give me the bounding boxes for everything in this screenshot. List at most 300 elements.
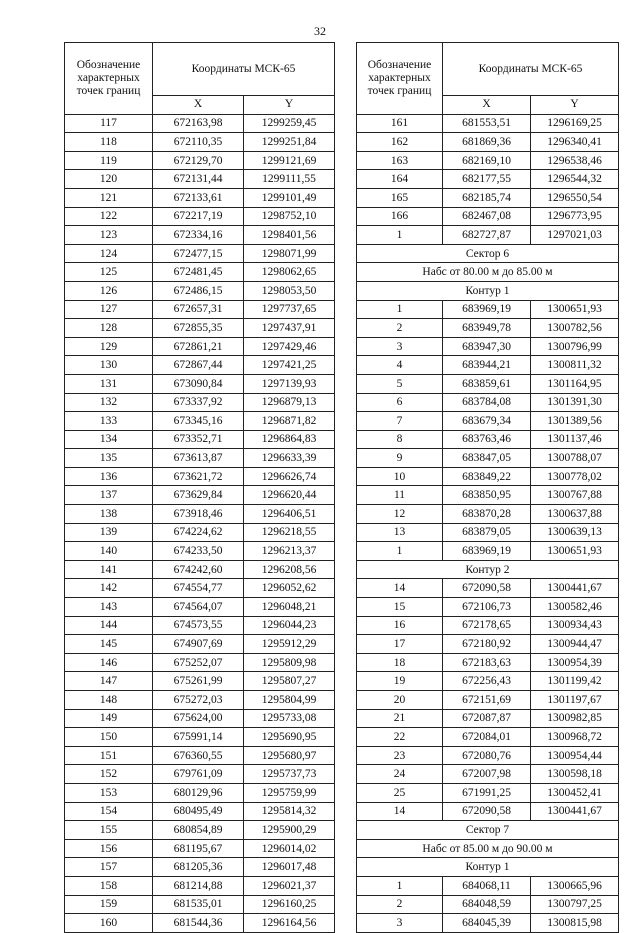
table-row <box>65 300 335 319</box>
coordinates-header: Координаты МСК-65 <box>443 43 619 96</box>
y-coordinate-cell: 1300651,93 <box>531 300 619 319</box>
x-coordinate-cell: 672486,15 <box>153 281 244 300</box>
x-coordinate-cell: 681205,36 <box>153 858 244 877</box>
point-cell: 133 <box>65 412 153 431</box>
x-coordinate-cell: 683947,30 <box>443 337 531 356</box>
y-coordinate-cell: 1296406,51 <box>244 505 335 524</box>
x-coordinate-cell: 672334,16 <box>153 226 244 245</box>
y-coordinate-cell: 1298071,99 <box>244 244 335 263</box>
table-row <box>65 765 335 784</box>
point-cell: 160 <box>65 914 153 933</box>
table-row <box>357 467 619 486</box>
point-cell: 149 <box>65 709 153 728</box>
table-row <box>65 393 335 412</box>
y-coordinate-cell: 1295900,29 <box>244 821 335 840</box>
table-row <box>357 653 619 672</box>
table-row <box>357 523 619 542</box>
y-coordinate-cell: 1295804,99 <box>244 691 335 710</box>
y-coordinate-cell: 1296773,95 <box>531 207 619 226</box>
x-coordinate-cell: 672861,21 <box>153 337 244 356</box>
section-label-row <box>357 839 619 858</box>
section-label-row <box>357 560 619 579</box>
y-coordinate-cell: 1300639,13 <box>531 523 619 542</box>
y-coordinate-cell: 1296048,21 <box>244 598 335 617</box>
point-cell: 134 <box>65 430 153 449</box>
x-coordinate-cell: 683679,34 <box>443 412 531 431</box>
y-coordinate-cell: 1298401,56 <box>244 226 335 245</box>
point-cell: 159 <box>65 895 153 914</box>
y-coordinate-cell: 1296871,82 <box>244 412 335 431</box>
x-coordinate-cell: 674224,62 <box>153 523 244 542</box>
x-coordinate-cell: 674573,55 <box>153 616 244 635</box>
coordinates-header: Координаты МСК-65 <box>153 43 335 96</box>
table-row <box>65 598 335 617</box>
y-coordinate-cell: 1296340,41 <box>531 133 619 152</box>
table-row <box>357 783 619 802</box>
y-coordinate-cell: 1301137,46 <box>531 430 619 449</box>
y-coordinate-cell: 1296544,32 <box>531 170 619 189</box>
table-row <box>65 783 335 802</box>
table-row <box>65 319 335 338</box>
y-coordinate-cell: 1296160,25 <box>244 895 335 914</box>
x-coordinate-cell: 683969,19 <box>443 300 531 319</box>
x-coordinate-cell: 674233,50 <box>153 542 244 561</box>
y-coordinate-cell: 1299111,55 <box>244 170 335 189</box>
table-row <box>65 151 335 170</box>
table-row <box>357 449 619 468</box>
x-coordinate-cell: 672087,87 <box>443 709 531 728</box>
section-label: Сектор 6 <box>357 244 619 263</box>
y-coordinate-cell: 1297421,25 <box>244 356 335 375</box>
table-row <box>357 914 619 933</box>
section-label-row <box>357 263 619 282</box>
point-cell: 122 <box>65 207 153 226</box>
x-coordinate-cell: 683879,05 <box>443 523 531 542</box>
x-coordinate-cell: 675252,07 <box>153 653 244 672</box>
x-coordinate-cell: 683847,05 <box>443 449 531 468</box>
y-coordinate-cell: 1299251,84 <box>244 133 335 152</box>
point-cell: 157 <box>65 858 153 877</box>
x-coordinate-cell: 672090,58 <box>443 579 531 598</box>
x-coordinate-cell: 682467,08 <box>443 207 531 226</box>
x-coordinate-cell: 673352,71 <box>153 430 244 449</box>
point-cell: 146 <box>65 653 153 672</box>
table-row <box>357 895 619 914</box>
x-coordinate-cell: 674564,07 <box>153 598 244 617</box>
x-coordinate-cell: 672084,01 <box>443 728 531 747</box>
point-cell: 132 <box>65 393 153 412</box>
table-row <box>65 579 335 598</box>
section-label: Набс от 85.00 м до 90.00 м <box>357 839 619 858</box>
coordinates-table-left <box>64 42 335 933</box>
coordinates-table-right <box>356 42 619 933</box>
point-cell: 140 <box>65 542 153 561</box>
table-row <box>357 151 619 170</box>
x-coordinate-cell: 681553,51 <box>443 114 531 133</box>
x-coordinate-cell: 684045,39 <box>443 914 531 933</box>
table-row <box>357 691 619 710</box>
table-row <box>65 356 335 375</box>
x-coordinate-cell: 674554,77 <box>153 579 244 598</box>
y-coordinate-cell: 1299121,69 <box>244 151 335 170</box>
point-cell: 153 <box>65 783 153 802</box>
x-coordinate-cell: 683969,19 <box>443 542 531 561</box>
y-coordinate-cell: 1297021,03 <box>531 226 619 245</box>
y-coordinate-cell: 1296169,25 <box>531 114 619 133</box>
y-column-header: Y <box>244 96 335 115</box>
y-coordinate-cell: 1296213,37 <box>244 542 335 561</box>
x-coordinate-cell: 673629,84 <box>153 486 244 505</box>
x-coordinate-cell: 672481,45 <box>153 263 244 282</box>
x-coordinate-cell: 679761,09 <box>153 765 244 784</box>
point-cell: 4 <box>357 356 443 375</box>
point-cell: 137 <box>65 486 153 505</box>
point-cell: 11 <box>357 486 443 505</box>
y-coordinate-cell: 1296620,44 <box>244 486 335 505</box>
x-coordinate-cell: 672867,44 <box>153 356 244 375</box>
point-cell: 18 <box>357 653 443 672</box>
x-coordinate-cell: 683870,28 <box>443 505 531 524</box>
point-cell: 123 <box>65 226 153 245</box>
x-coordinate-cell: 680495,49 <box>153 802 244 821</box>
y-coordinate-cell: 1295814,32 <box>244 802 335 821</box>
x-coordinate-cell: 683944,21 <box>443 356 531 375</box>
x-coordinate-cell: 673621,72 <box>153 467 244 486</box>
table-row <box>357 672 619 691</box>
x-column-header: X <box>443 96 531 115</box>
table-row <box>357 207 619 226</box>
point-cell: 19 <box>357 672 443 691</box>
table-row <box>357 374 619 393</box>
y-coordinate-cell: 1297737,65 <box>244 300 335 319</box>
table-row <box>357 579 619 598</box>
point-cell: 13 <box>357 523 443 542</box>
point-cell: 139 <box>65 523 153 542</box>
section-label-row <box>357 821 619 840</box>
section-label: Контур 2 <box>357 560 619 579</box>
point-cell: 14 <box>357 579 443 598</box>
point-cell: 2 <box>357 319 443 338</box>
point-cell: 118 <box>65 133 153 152</box>
y-coordinate-cell: 1300934,43 <box>531 616 619 635</box>
table-row <box>65 207 335 226</box>
table-row <box>357 728 619 747</box>
y-coordinate-cell: 1295733,08 <box>244 709 335 728</box>
table-row <box>357 542 619 561</box>
point-cell: 3 <box>357 914 443 933</box>
y-coordinate-cell: 1296014,02 <box>244 839 335 858</box>
point-cell: 166 <box>357 207 443 226</box>
point-cell: 141 <box>65 560 153 579</box>
x-coordinate-cell: 680129,96 <box>153 783 244 802</box>
x-coordinate-cell: 672106,73 <box>443 598 531 617</box>
point-cell: 143 <box>65 598 153 617</box>
x-coordinate-cell: 683784,08 <box>443 393 531 412</box>
x-coordinate-cell: 672151,69 <box>443 691 531 710</box>
point-cell: 145 <box>65 635 153 654</box>
y-coordinate-cell: 1300651,93 <box>531 542 619 561</box>
table-row <box>65 895 335 914</box>
x-coordinate-cell: 683850,95 <box>443 486 531 505</box>
x-coordinate-cell: 672133,61 <box>153 188 244 207</box>
y-coordinate-cell: 1296017,48 <box>244 858 335 877</box>
y-coordinate-cell: 1301199,42 <box>531 672 619 691</box>
x-coordinate-cell: 672129,70 <box>153 151 244 170</box>
point-cell: 154 <box>65 802 153 821</box>
point-cell: 138 <box>65 505 153 524</box>
x-coordinate-cell: 682185,74 <box>443 188 531 207</box>
y-coordinate-cell: 1300598,18 <box>531 765 619 784</box>
table-row <box>65 653 335 672</box>
table-row <box>357 709 619 728</box>
y-coordinate-cell: 1295912,29 <box>244 635 335 654</box>
point-cell: 22 <box>357 728 443 747</box>
y-coordinate-cell: 1300815,98 <box>531 914 619 933</box>
point-cell: 148 <box>65 691 153 710</box>
x-coordinate-cell: 683859,61 <box>443 374 531 393</box>
table-row <box>357 616 619 635</box>
section-label: Контур 1 <box>357 281 619 300</box>
table-row <box>65 858 335 877</box>
point-cell: 17 <box>357 635 443 654</box>
x-coordinate-cell: 683763,46 <box>443 430 531 449</box>
y-coordinate-cell: 1300441,67 <box>531 579 619 598</box>
table-row <box>357 412 619 431</box>
x-coordinate-cell: 672477,15 <box>153 244 244 263</box>
table-row <box>357 598 619 617</box>
point-cell: 147 <box>65 672 153 691</box>
y-coordinate-cell: 1296626,74 <box>244 467 335 486</box>
point-cell: 9 <box>357 449 443 468</box>
point-cell: 126 <box>65 281 153 300</box>
y-coordinate-cell: 1300637,88 <box>531 505 619 524</box>
y-coordinate-cell: 1296218,55 <box>244 523 335 542</box>
point-cell: 151 <box>65 746 153 765</box>
table-row <box>65 337 335 356</box>
point-cell: 20 <box>357 691 443 710</box>
point-cell: 124 <box>65 244 153 263</box>
y-coordinate-cell: 1300954,39 <box>531 653 619 672</box>
y-coordinate-cell: 1296052,62 <box>244 579 335 598</box>
y-coordinate-cell: 1296021,37 <box>244 876 335 895</box>
point-cell: 119 <box>65 151 153 170</box>
point-cell: 162 <box>357 133 443 152</box>
y-coordinate-cell: 1295680,97 <box>244 746 335 765</box>
y-coordinate-cell: 1296044,23 <box>244 616 335 635</box>
x-coordinate-cell: 673090,84 <box>153 374 244 393</box>
table-row <box>65 226 335 245</box>
point-cell: 16 <box>357 616 443 635</box>
x-coordinate-cell: 675272,03 <box>153 691 244 710</box>
table-row <box>357 188 619 207</box>
point-cell: 144 <box>65 616 153 635</box>
x-coordinate-cell: 672163,98 <box>153 114 244 133</box>
point-cell: 6 <box>357 393 443 412</box>
point-cell: 136 <box>65 467 153 486</box>
x-coordinate-cell: 672256,43 <box>443 672 531 691</box>
point-cell: 12 <box>357 505 443 524</box>
table-row <box>357 226 619 245</box>
point-cell: 2 <box>357 895 443 914</box>
x-coordinate-cell: 672131,44 <box>153 170 244 189</box>
x-coordinate-cell: 674907,69 <box>153 635 244 654</box>
y-coordinate-cell: 1295759,99 <box>244 783 335 802</box>
x-coordinate-cell: 681535,01 <box>153 895 244 914</box>
y-coordinate-cell: 1300796,99 <box>531 337 619 356</box>
y-coordinate-cell: 1300441,67 <box>531 802 619 821</box>
table-row <box>357 765 619 784</box>
table-row <box>357 876 619 895</box>
point-cell: 131 <box>65 374 153 393</box>
point-cell: 3 <box>357 337 443 356</box>
table-row <box>65 430 335 449</box>
x-coordinate-cell: 672080,76 <box>443 746 531 765</box>
x-coordinate-cell: 672007,98 <box>443 765 531 784</box>
y-coordinate-cell: 1297437,91 <box>244 319 335 338</box>
point-cell: 158 <box>65 876 153 895</box>
x-coordinate-cell: 672090,58 <box>443 802 531 821</box>
table-row <box>65 839 335 858</box>
section-label-row <box>357 244 619 263</box>
x-coordinate-cell: 680854,89 <box>153 821 244 840</box>
x-coordinate-cell: 681195,67 <box>153 839 244 858</box>
x-coordinate-cell: 675261,99 <box>153 672 244 691</box>
point-cell: 142 <box>65 579 153 598</box>
point-cell: 129 <box>65 337 153 356</box>
table-row <box>357 505 619 524</box>
table-row <box>65 728 335 747</box>
y-coordinate-cell: 1296208,56 <box>244 560 335 579</box>
x-coordinate-cell: 673613,87 <box>153 449 244 468</box>
point-cell: 7 <box>357 412 443 431</box>
y-coordinate-cell: 1296864,83 <box>244 430 335 449</box>
x-coordinate-cell: 672180,92 <box>443 635 531 654</box>
table-row <box>65 263 335 282</box>
x-coordinate-cell: 682169,10 <box>443 151 531 170</box>
y-coordinate-cell: 1299101,49 <box>244 188 335 207</box>
x-coordinate-cell: 675991,14 <box>153 728 244 747</box>
table-row <box>357 300 619 319</box>
table-row <box>65 523 335 542</box>
point-cell: 128 <box>65 319 153 338</box>
x-coordinate-cell: 674242,60 <box>153 560 244 579</box>
point-cell: 150 <box>65 728 153 747</box>
x-coordinate-cell: 682727,87 <box>443 226 531 245</box>
point-cell: 14 <box>357 802 443 821</box>
table-row <box>65 914 335 933</box>
table-row <box>65 616 335 635</box>
x-coordinate-cell: 676360,55 <box>153 746 244 765</box>
y-coordinate-cell: 1300944,47 <box>531 635 619 654</box>
x-coordinate-cell: 673918,46 <box>153 505 244 524</box>
section-label-row <box>357 858 619 877</box>
point-cell: 165 <box>357 188 443 207</box>
point-cell: 117 <box>65 114 153 133</box>
point-cell: 1 <box>357 300 443 319</box>
point-cell: 24 <box>357 765 443 784</box>
table-row <box>65 691 335 710</box>
y-coordinate-cell: 1296633,39 <box>244 449 335 468</box>
point-cell: 121 <box>65 188 153 207</box>
y-coordinate-cell: 1300778,02 <box>531 467 619 486</box>
x-coordinate-cell: 672178,65 <box>443 616 531 635</box>
point-cell: 25 <box>357 783 443 802</box>
x-coordinate-cell: 671991,25 <box>443 783 531 802</box>
table-row <box>65 114 335 133</box>
x-coordinate-cell: 681869,36 <box>443 133 531 152</box>
y-coordinate-cell: 1296550,54 <box>531 188 619 207</box>
x-coordinate-cell: 675624,00 <box>153 709 244 728</box>
y-coordinate-cell: 1298752,10 <box>244 207 335 226</box>
y-coordinate-cell: 1300954,44 <box>531 746 619 765</box>
table-row <box>65 821 335 840</box>
point-cell: 161 <box>357 114 443 133</box>
point-cell: 15 <box>357 598 443 617</box>
table-row <box>65 170 335 189</box>
table-row <box>65 412 335 431</box>
table-row <box>357 133 619 152</box>
table-row <box>357 635 619 654</box>
y-coordinate-cell: 1300797,25 <box>531 895 619 914</box>
point-cell: 155 <box>65 821 153 840</box>
x-coordinate-cell: 672183,63 <box>443 653 531 672</box>
table-row <box>357 802 619 821</box>
table-row <box>65 244 335 263</box>
point-cell: 1 <box>357 876 443 895</box>
y-coordinate-cell: 1300968,72 <box>531 728 619 747</box>
point-cell: 1 <box>357 542 443 561</box>
x-coordinate-cell: 672657,31 <box>153 300 244 319</box>
x-coordinate-cell: 683849,22 <box>443 467 531 486</box>
table-row <box>65 486 335 505</box>
point-cell: 8 <box>357 430 443 449</box>
table-row <box>357 746 619 765</box>
y-coordinate-cell: 1300452,41 <box>531 783 619 802</box>
table-row <box>357 337 619 356</box>
table-row <box>357 170 619 189</box>
x-coordinate-cell: 681214,88 <box>153 876 244 895</box>
table-row <box>357 430 619 449</box>
y-coordinate-cell: 1300767,88 <box>531 486 619 505</box>
point-cell: 127 <box>65 300 153 319</box>
y-coordinate-cell: 1300582,46 <box>531 598 619 617</box>
x-coordinate-cell: 673345,16 <box>153 412 244 431</box>
table-row <box>65 542 335 561</box>
table-row <box>357 356 619 375</box>
section-label: Набс от 80.00 м до 85.00 м <box>357 263 619 282</box>
table-row <box>65 281 335 300</box>
y-coordinate-cell: 1297139,93 <box>244 374 335 393</box>
y-coordinate-cell: 1301391,30 <box>531 393 619 412</box>
x-coordinate-cell: 683949,78 <box>443 319 531 338</box>
section-label: Контур 1 <box>357 858 619 877</box>
y-coordinate-cell: 1296879,13 <box>244 393 335 412</box>
point-cell: 130 <box>65 356 153 375</box>
x-coordinate-cell: 672855,35 <box>153 319 244 338</box>
table-row <box>65 505 335 524</box>
left-table-body <box>65 114 335 932</box>
table-row <box>65 746 335 765</box>
point-cell: 156 <box>65 839 153 858</box>
y-coordinate-cell: 1300665,96 <box>531 876 619 895</box>
point-cell: 10 <box>357 467 443 486</box>
y-coordinate-cell: 1295809,98 <box>244 653 335 672</box>
point-cell: 21 <box>357 709 443 728</box>
y-coordinate-cell: 1295690,95 <box>244 728 335 747</box>
table-row <box>65 802 335 821</box>
point-cell: 135 <box>65 449 153 468</box>
right-table-body <box>357 114 619 932</box>
